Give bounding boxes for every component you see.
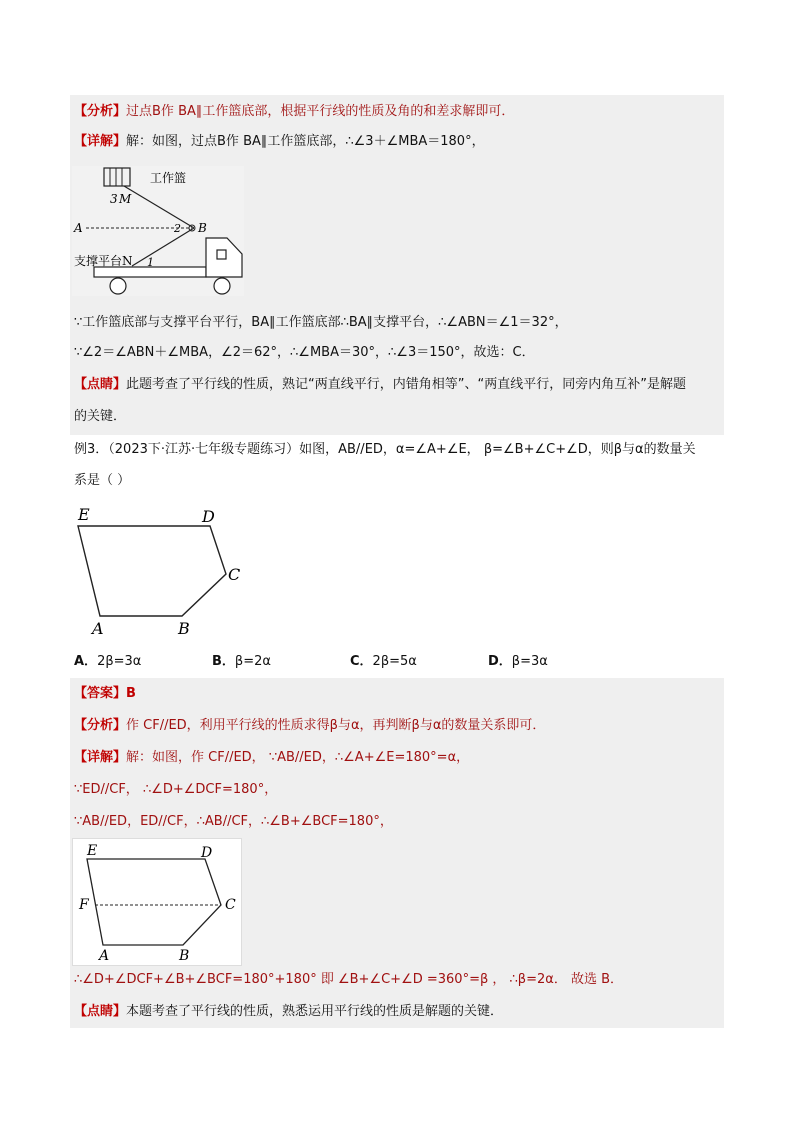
platform-label: 支撑平台N (74, 254, 133, 268)
option-d[interactable] (488, 652, 548, 672)
vertex-E: E (87, 843, 98, 859)
truck-cab (206, 238, 242, 277)
upper-arm-line (124, 186, 194, 228)
solution-line-2: ∵∠2＝∠ABN＋∠MBA，∠2＝62°，∴∠MBA＝30°，∴∠3＝150°，故选：C． (74, 345, 535, 360)
vertex-D: D (201, 845, 213, 861)
answer-value: B (126, 686, 136, 701)
option-b-text: β=2α (234, 654, 271, 669)
comment-line-ex2-cont: 的关键． (74, 409, 127, 424)
detail-tag: 【详解】 (74, 750, 127, 765)
label-3: 3 (110, 192, 118, 206)
answer-line (74, 681, 722, 707)
option-b[interactable] (212, 652, 271, 672)
front-wheel (214, 278, 230, 294)
comment-line-ex2 (74, 372, 722, 398)
pentagon-cf-figure (72, 838, 242, 966)
basket-shape (104, 168, 130, 186)
rear-wheel (110, 278, 126, 294)
option-a-label: A． (74, 654, 98, 669)
pentagon-figure (70, 502, 250, 642)
comment-text: 此题考查了平行线的性质，熟记“两直线平行，内错角相等”、“两直线平行，同旁内角互补”是解题 (126, 377, 686, 392)
analysis-line-ex3 (74, 713, 722, 739)
vertex-B: B (178, 619, 190, 638)
pentagon-cf-diagram (73, 839, 241, 965)
vertex-D: D (202, 507, 215, 526)
pentagon-shape (78, 526, 226, 616)
pentagon-shape (87, 859, 221, 945)
truck-diagram (72, 166, 244, 296)
detail-text: 解：如图，作 CF//ED， ∵AB//ED，∴∠A+∠E=180°=α， (126, 750, 470, 765)
label-B: B (198, 221, 207, 235)
basket-label: 工作篮 (150, 171, 187, 185)
option-c-label: C． (350, 654, 373, 669)
step-line-3: ∴∠D+∠DCF+∠B+∠BCF=180°+180° 即 ∠B+∠C+∠D =360°=β ， ∴β=2α． 故选 B． (74, 972, 624, 987)
step-line-1: ∵ED//CF， ∴∠D+∠DCF=180°， (74, 782, 278, 797)
comment-text: 本题考查了平行线的性质，熟悉运用平行线的性质是解题的关键． (126, 1004, 504, 1019)
option-a-text: 2β=3α (97, 654, 142, 669)
option-a[interactable] (74, 652, 141, 672)
vertex-A: A (92, 619, 104, 638)
comment-tag: 【点睛】 (74, 377, 127, 392)
option-d-label: D． (488, 654, 512, 669)
detail-tag: 【详解】 (74, 134, 127, 149)
option-c[interactable] (350, 652, 417, 672)
label-A: A (74, 221, 83, 235)
solution-line-1: ∵工作篮底部与支撑平台平行，BA∥工作篮底部∴BA∥支撑平台，∴∠ABN＝∠1＝32°， (74, 315, 568, 330)
step-line-2: ∵AB//ED，ED//CF，∴AB//CF，∴∠B+∠BCF=180°， (74, 814, 393, 829)
question-line-2: 系是（ ） (74, 473, 131, 488)
comment-tag: 【点睛】 (74, 1004, 127, 1019)
question-line-1: 例3．（2023下·江苏·七年级专题练习）如图，AB//ED，α=∠A+∠E， β=∠B+∠C+∠D，则β与α的数量关 (74, 442, 696, 457)
option-c-text: 2β=5α (372, 654, 417, 669)
label-M: M (119, 192, 132, 206)
label-2: 2 (174, 222, 181, 235)
comment-line-ex3 (74, 999, 722, 1025)
pentagon-diagram (70, 502, 250, 642)
detail-line-ex3 (74, 745, 722, 771)
vertex-E: E (78, 505, 90, 524)
analysis-text: 作 CF//ED，利用平行线的性质求得β与α，再判断β与α的数量关系即可． (126, 718, 546, 733)
analysis-text: 过点B作 BA∥工作篮底部，根据平行线的性质及角的和差求解即可． (126, 104, 515, 119)
answer-tag: 【答案】 (74, 686, 127, 701)
option-d-text: β=3α (511, 654, 548, 669)
vertex-A: A (99, 948, 110, 964)
detail-text: 解：如图，过点B作 BA∥工作篮底部，∴∠3＋∠MBA＝180°， (126, 134, 485, 149)
truck-figure (72, 166, 244, 296)
vertex-C: C (228, 565, 241, 584)
analysis-tag: 【分析】 (74, 104, 127, 119)
vertex-B: B (179, 948, 190, 964)
option-b-label: B． (212, 654, 235, 669)
analysis-line-ex2 (74, 99, 722, 125)
detail-line-ex2 (74, 129, 722, 155)
vertex-C: C (225, 897, 236, 913)
analysis-tag: 【分析】 (74, 718, 127, 733)
lower-arm-line (132, 228, 194, 266)
label-1: 1 (147, 256, 154, 269)
vertex-F: F (79, 897, 89, 913)
